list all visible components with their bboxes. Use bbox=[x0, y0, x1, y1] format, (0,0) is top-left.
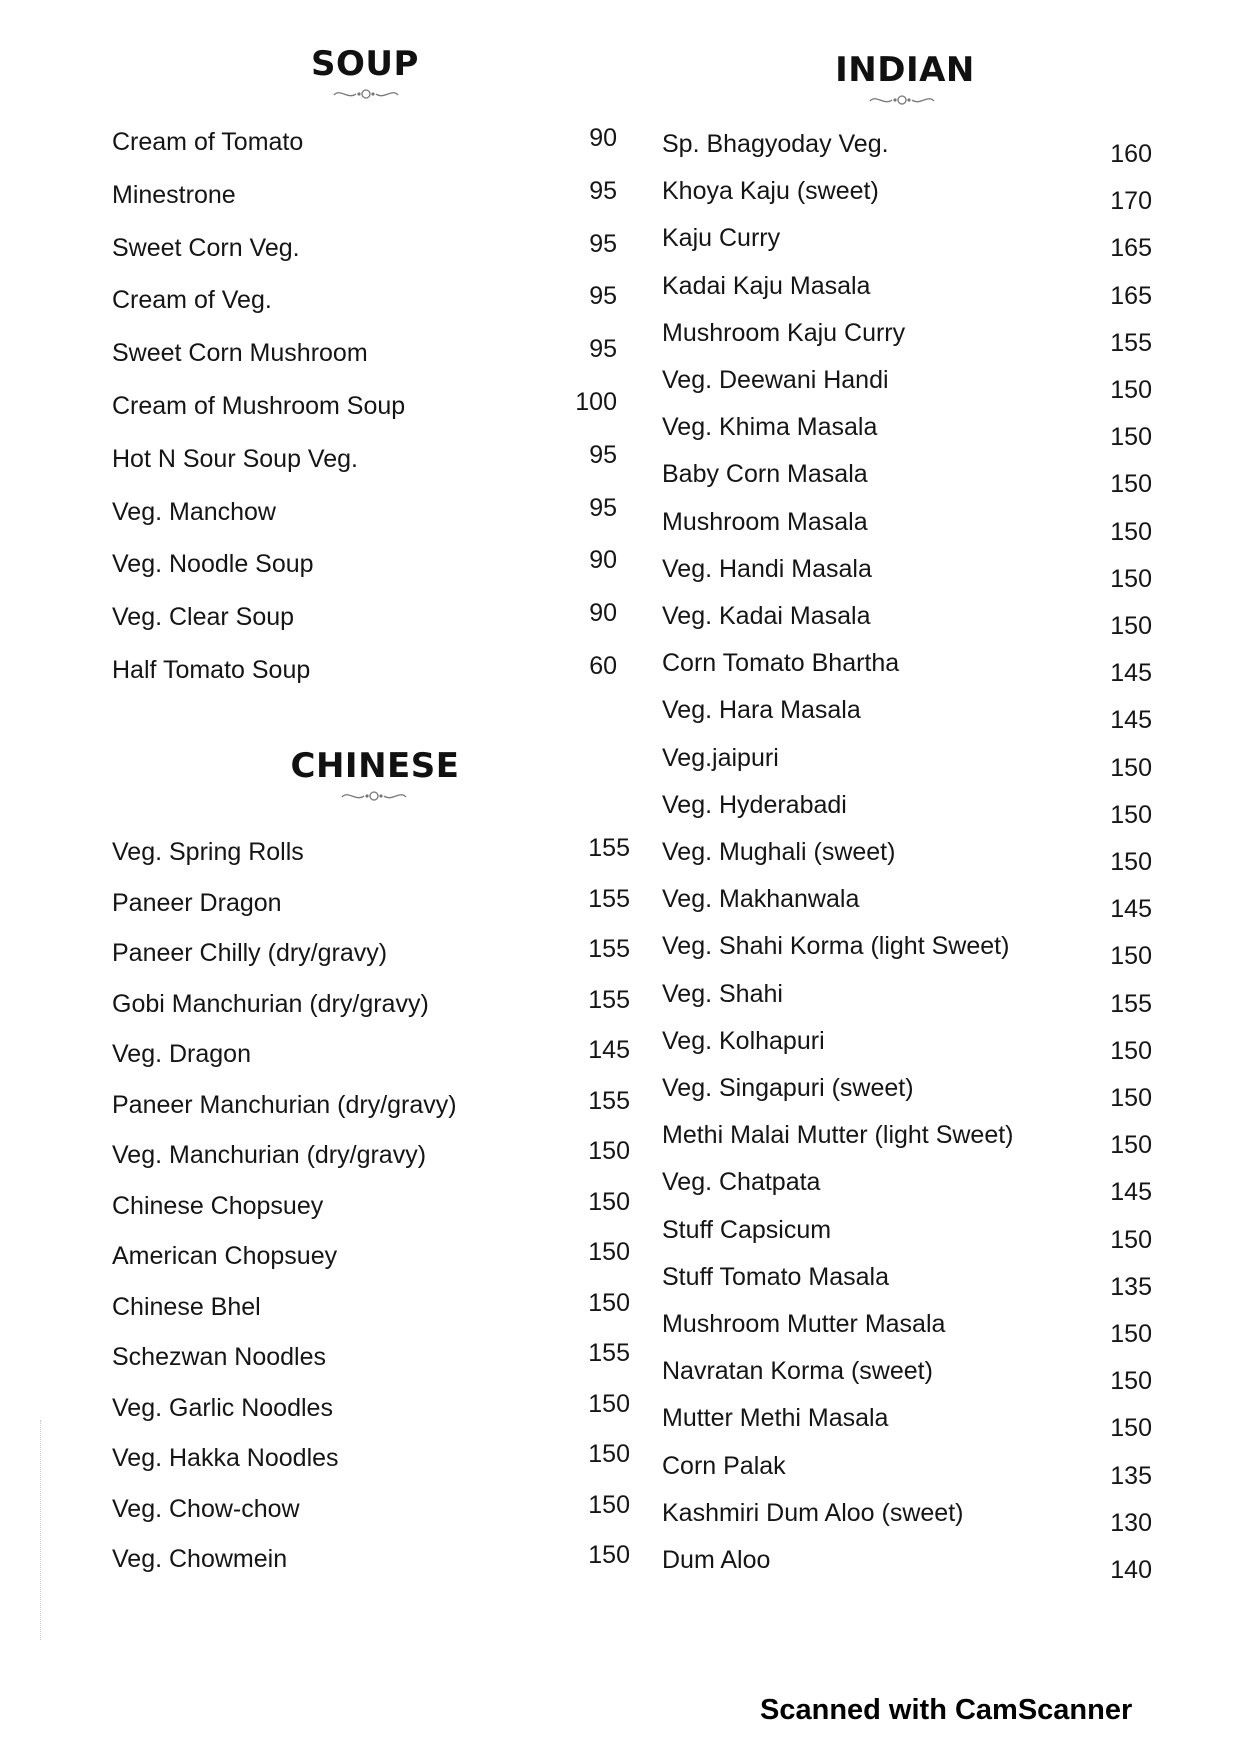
menu-item bbox=[112, 1541, 630, 1585]
menu-item-name: Veg. Hara Masala bbox=[662, 696, 861, 725]
menu-item-price: 150 bbox=[1110, 800, 1152, 829]
menu-item-price: 150 bbox=[1110, 517, 1152, 546]
menu-item bbox=[112, 1440, 630, 1484]
menu-item-price: 150 bbox=[1110, 612, 1152, 640]
menu-item-name: Dum Aloo bbox=[662, 1546, 771, 1574]
menu-item-name: Schezwan Noodles bbox=[112, 1343, 327, 1371]
menu-item-name: Veg. Garlic Noodles bbox=[112, 1393, 333, 1422]
menu-item bbox=[112, 1238, 630, 1282]
menu-item-price: 150 bbox=[1110, 564, 1152, 593]
menu-item-price: 165 bbox=[1110, 281, 1152, 310]
menu-item-price: 155 bbox=[588, 935, 630, 963]
menu-item bbox=[112, 834, 630, 878]
menu-item-name: Veg. Chow-chow bbox=[112, 1494, 300, 1523]
menu-item bbox=[662, 555, 1152, 595]
chinese-list bbox=[112, 834, 630, 1598]
menu-item-name: Paneer Chilly (dry/gravy) bbox=[112, 939, 388, 967]
menu-item bbox=[662, 1546, 1152, 1586]
menu-item bbox=[662, 1168, 1152, 1208]
menu-item-name: Navratan Korma (sweet) bbox=[662, 1357, 933, 1386]
menu-item-name: Mushroom Kaju Curry bbox=[662, 318, 906, 347]
menu-item bbox=[662, 413, 1152, 453]
menu-item-price: 155 bbox=[1110, 989, 1152, 1018]
menu-item bbox=[112, 546, 617, 590]
menu-item-name: Kadai Kaju Masala bbox=[662, 271, 871, 300]
menu-item bbox=[112, 388, 617, 432]
menu-item-name: American Chopsuey bbox=[112, 1242, 338, 1270]
menu-item-price: 150 bbox=[1110, 1036, 1152, 1065]
menu-item bbox=[112, 1137, 630, 1181]
menu-item-name: Veg. Hyderabadi bbox=[662, 790, 847, 819]
menu-item bbox=[112, 985, 630, 1030]
menu-item-price: 150 bbox=[588, 1490, 630, 1519]
menu-item-price: 170 bbox=[1110, 187, 1152, 216]
menu-item-price: 150 bbox=[1110, 942, 1152, 971]
menu-item bbox=[662, 1452, 1152, 1492]
menu-item bbox=[112, 176, 617, 221]
menu-item bbox=[662, 1074, 1152, 1114]
menu-item-price: 95 bbox=[589, 335, 617, 364]
menu-item-price: 135 bbox=[1110, 1272, 1152, 1301]
menu-item-price: 90 bbox=[589, 599, 617, 628]
menu-item-name: Khoya Kaju (sweet) bbox=[662, 177, 879, 206]
menu-item-name: Veg. Hakka Noodles bbox=[112, 1444, 339, 1472]
menu-item-name: Gobi Manchurian (dry/gravy) bbox=[112, 989, 429, 1018]
ornament-flourish-icon bbox=[338, 788, 410, 804]
menu-item-name: Veg. Singapuri (sweet) bbox=[662, 1074, 914, 1102]
menu-item-price: 150 bbox=[588, 1440, 630, 1468]
menu-item-name: Veg. Chatpata bbox=[662, 1168, 821, 1197]
menu-item-price: 135 bbox=[1110, 1461, 1152, 1490]
menu-item bbox=[112, 652, 617, 696]
menu-item bbox=[662, 649, 1152, 689]
menu-item-name: Veg. Spring Rolls bbox=[112, 838, 304, 866]
menu-item-name: Corn Palak bbox=[662, 1451, 786, 1480]
menu-item bbox=[112, 282, 617, 326]
menu-item-name: Methi Malai Mutter (light Sweet) bbox=[662, 1121, 1014, 1150]
menu-item-name: Mutter Methi Masala bbox=[662, 1404, 889, 1433]
menu-item-name: Sweet Corn Mushroom bbox=[112, 339, 368, 368]
menu-item-name: Mushroom Masala bbox=[662, 507, 868, 536]
menu-item-price: 150 bbox=[1110, 470, 1152, 499]
menu-item-name: Paneer Dragon bbox=[112, 888, 282, 917]
menu-item bbox=[662, 177, 1152, 217]
menu-item-name: Stuff Tomato Masala bbox=[662, 1262, 889, 1291]
menu-item bbox=[662, 1263, 1152, 1303]
menu-item-name: Veg. Manchow bbox=[112, 497, 276, 526]
menu-item-price: 145 bbox=[1110, 659, 1152, 688]
menu-item-price: 155 bbox=[588, 1086, 630, 1115]
menu-item bbox=[112, 1490, 630, 1535]
scanner-watermark: Scanned with CamScanner bbox=[760, 1694, 1133, 1726]
menu-item-name: Mushroom Mutter Masala bbox=[662, 1310, 946, 1338]
menu-item-price: 145 bbox=[1110, 895, 1152, 924]
menu-item bbox=[662, 602, 1152, 642]
menu-item-name: Veg. Kolhapuri bbox=[662, 1026, 825, 1055]
menu-item bbox=[112, 935, 630, 979]
ornament-flourish-icon bbox=[866, 92, 938, 108]
menu-item-price: 145 bbox=[1110, 1178, 1152, 1207]
menu-item-name: Veg.jaipuri bbox=[662, 743, 779, 772]
menu-item-name: Cream of Veg. bbox=[112, 286, 272, 315]
menu-item bbox=[662, 1310, 1152, 1350]
menu-item-price: 140 bbox=[1110, 1556, 1152, 1584]
menu-item-name: Veg. Dragon bbox=[112, 1040, 251, 1068]
menu-item-name: Veg. Clear Soup bbox=[112, 603, 295, 632]
menu-item-price: 155 bbox=[588, 1339, 630, 1367]
menu-item bbox=[662, 366, 1152, 406]
menu-item-price: 150 bbox=[588, 1288, 630, 1317]
ornament-flourish-icon bbox=[330, 86, 402, 102]
menu-item-price: 95 bbox=[589, 493, 617, 522]
menu-item-price: 150 bbox=[588, 1541, 630, 1569]
menu-item bbox=[662, 838, 1152, 878]
menu-item-price: 150 bbox=[588, 1238, 630, 1266]
menu-item-name: Veg. Handi Masala bbox=[662, 554, 872, 583]
menu-item bbox=[112, 124, 617, 168]
menu-item-name: Hot N Sour Soup Veg. bbox=[112, 444, 358, 473]
menu-item-price: 150 bbox=[588, 1187, 630, 1216]
menu-item-name: Veg. Chowmein bbox=[112, 1545, 288, 1573]
menu-item-price: 155 bbox=[588, 884, 630, 913]
indian-heading: INDIAN bbox=[835, 50, 975, 90]
menu-item-price: 150 bbox=[1110, 1131, 1152, 1160]
menu-item bbox=[662, 885, 1152, 925]
menu-item bbox=[662, 1404, 1152, 1444]
menu-item-price: 150 bbox=[1110, 423, 1152, 452]
menu-item-name: Veg. Shahi bbox=[662, 979, 783, 1008]
menu-item bbox=[112, 884, 630, 929]
menu-item bbox=[662, 1216, 1152, 1256]
menu-item-price: 145 bbox=[588, 1036, 630, 1064]
menu-item-name: Stuff Capsicum bbox=[662, 1215, 832, 1244]
menu-item bbox=[112, 229, 617, 274]
menu-item-name: Veg. Khima Masala bbox=[662, 413, 878, 442]
menu-item bbox=[662, 696, 1152, 736]
menu-item-price: 155 bbox=[588, 985, 630, 1014]
menu-item-price: 155 bbox=[588, 834, 630, 862]
menu-item-price: 95 bbox=[589, 176, 617, 205]
menu-item-price: 150 bbox=[1110, 1084, 1152, 1112]
menu-item-price: 95 bbox=[589, 282, 617, 311]
menu-item bbox=[112, 440, 617, 485]
menu-item-name: Veg. Mughali (sweet) bbox=[662, 838, 896, 866]
chinese-heading: CHINESE bbox=[290, 746, 460, 786]
menu-item-price: 155 bbox=[1110, 328, 1152, 357]
menu-item-name: Cream of Tomato bbox=[112, 128, 304, 156]
menu-item bbox=[112, 1036, 630, 1080]
menu-item-name: Veg. Deewani Handi bbox=[662, 366, 889, 394]
menu-item bbox=[662, 1027, 1152, 1067]
menu-item-price: 150 bbox=[1110, 1367, 1152, 1396]
menu-item bbox=[112, 1288, 630, 1333]
menu-item-name: Chinese Chopsuey bbox=[112, 1191, 324, 1220]
menu-item-price: 150 bbox=[1110, 1225, 1152, 1254]
menu-item-name: Sp. Bhagyoday Veg. bbox=[662, 130, 889, 158]
menu-item-price: 95 bbox=[589, 229, 617, 258]
menu-item bbox=[112, 335, 617, 379]
menu-item-price: 160 bbox=[1110, 140, 1152, 168]
menu-item-price: 90 bbox=[589, 546, 617, 575]
menu-item-name: Paneer Manchurian (dry/gravy) bbox=[112, 1090, 457, 1119]
menu-item bbox=[662, 932, 1152, 972]
soup-heading: SOUP bbox=[311, 44, 419, 84]
menu-item-price: 150 bbox=[1110, 848, 1152, 876]
menu-item bbox=[112, 1086, 630, 1131]
menu-item-name: Minestrone bbox=[112, 180, 236, 209]
menu-item-price: 150 bbox=[1110, 376, 1152, 404]
menu-item-price: 95 bbox=[589, 440, 617, 469]
menu-item bbox=[112, 599, 617, 643]
menu-item-name: Chinese Bhel bbox=[112, 1292, 261, 1321]
menu-item-price: 145 bbox=[1110, 706, 1152, 735]
menu-item-name: Veg. Manchurian (dry/gravy) bbox=[112, 1141, 427, 1169]
menu-item bbox=[662, 1357, 1152, 1397]
menu-item bbox=[662, 130, 1152, 170]
menu-item-name: Kaju Curry bbox=[662, 224, 781, 253]
menu-item bbox=[662, 980, 1152, 1020]
menu-item-name: Veg. Makhanwala bbox=[662, 885, 860, 914]
menu-item-price: 60 bbox=[589, 652, 617, 680]
menu-item-name: Kashmiri Dum Aloo (sweet) bbox=[662, 1498, 964, 1527]
menu-item-price: 150 bbox=[1110, 753, 1152, 782]
menu-item-price: 165 bbox=[1110, 234, 1152, 263]
menu-item-price: 150 bbox=[1110, 1320, 1152, 1348]
menu-item bbox=[662, 319, 1152, 359]
menu-item-name: Baby Corn Masala bbox=[662, 460, 868, 489]
indian-list bbox=[662, 130, 1152, 1600]
soup-list bbox=[112, 124, 617, 688]
menu-item-name: Veg. Noodle Soup bbox=[112, 550, 314, 579]
menu-item bbox=[662, 460, 1152, 500]
menu-item bbox=[112, 1389, 630, 1434]
menu-item-price: 150 bbox=[1110, 1414, 1152, 1443]
menu-item bbox=[112, 1187, 630, 1232]
menu-item-name: Cream of Mushroom Soup bbox=[112, 392, 406, 420]
menu-item bbox=[112, 1339, 630, 1383]
menu-item-name: Veg. Shahi Korma (light Sweet) bbox=[662, 932, 1010, 961]
menu-item-price: 150 bbox=[588, 1389, 630, 1418]
menu-item bbox=[662, 791, 1152, 831]
menu-item-price: 130 bbox=[1110, 1508, 1152, 1537]
menu-item-name: Half Tomato Soup bbox=[112, 656, 311, 684]
menu-item bbox=[662, 1121, 1152, 1161]
menu-item-price: 150 bbox=[588, 1137, 630, 1165]
menu-item bbox=[112, 493, 617, 538]
menu-item bbox=[662, 744, 1152, 784]
menu-item-name: Corn Tomato Bhartha bbox=[662, 649, 900, 678]
scan-edge-artifact bbox=[40, 1420, 45, 1640]
menu-item-name: Veg. Kadai Masala bbox=[662, 602, 871, 630]
menu-item-price: 100 bbox=[575, 388, 617, 416]
menu-item bbox=[662, 224, 1152, 264]
menu-item-name: Sweet Corn Veg. bbox=[112, 233, 300, 262]
menu-item-price: 90 bbox=[589, 124, 617, 152]
menu-item bbox=[662, 1499, 1152, 1539]
menu-item bbox=[662, 272, 1152, 312]
menu-item bbox=[662, 508, 1152, 548]
